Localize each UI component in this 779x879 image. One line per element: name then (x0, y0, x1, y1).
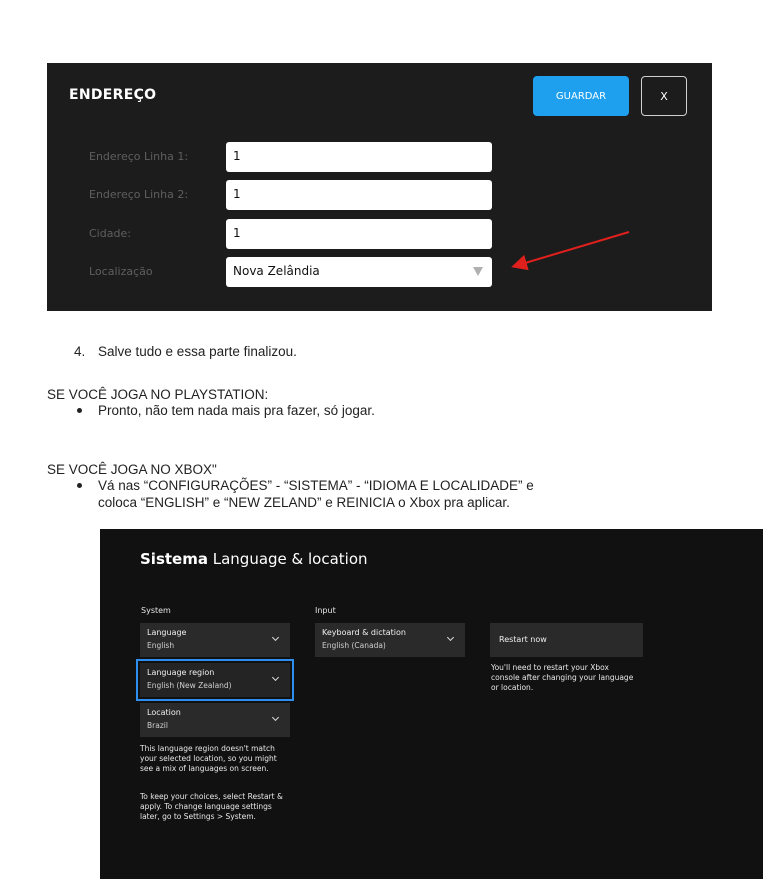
step-4-number: 4. (74, 344, 86, 359)
xbox-bullet-line-2: coloca “ENGLISH” e “NEW ZELAND” e REINICIA o Xbox pra aplicar. (98, 495, 510, 510)
mismatch-note-line: This language region doesn't match (140, 744, 275, 753)
location-label: Localização (89, 265, 153, 278)
address-line-2-label: Endereço Linha 2: (89, 188, 189, 201)
location-select[interactable] (226, 257, 492, 287)
restart-note (491, 663, 633, 693)
save-button[interactable]: GUARDAR (533, 76, 629, 116)
address-line-1-row (47, 142, 712, 172)
system-column-header: System (141, 606, 171, 615)
city-input[interactable]: 1 (226, 219, 492, 249)
language-tile[interactable] (140, 623, 290, 657)
address-line-2-row (47, 180, 712, 210)
location-label: Location (147, 708, 181, 717)
language-region-tile[interactable] (140, 663, 290, 697)
mismatch-note-line: your selected location, so you might (140, 754, 277, 763)
restart-note-line: You'll need to restart your Xbox (491, 663, 609, 672)
address-line-1-input[interactable]: 1 (226, 142, 492, 172)
language-label: Language (147, 628, 187, 637)
language-region-value: English (New Zealand) (147, 681, 232, 690)
close-button[interactable]: X (641, 76, 687, 116)
location-value: Brazil (147, 721, 168, 730)
mismatch-note-line: see a mix of languages on screen. (140, 764, 269, 773)
xbox-heading: SE VOCÊ JOGA NO XBOX" (47, 462, 217, 477)
keep-note-line: apply. To change language settings (140, 802, 272, 811)
mismatch-note (140, 744, 277, 774)
xbox-bullet-line-1: Vá nas “CONFIGURAÇÕES” - “SISTEMA” - “IDIOMA E LOCALIDADE” e (98, 478, 534, 493)
keep-choices-note (140, 792, 283, 822)
playstation-heading: SE VOCÊ JOGA NO PLAYSTATION: (47, 387, 269, 402)
language-value: English (147, 641, 175, 650)
keyboard-label: Keyboard & dictation (322, 628, 406, 637)
bullet-dot-icon (77, 483, 82, 488)
playstation-bullet-text: Pronto, não tem nada mais pra fazer, só jogar. (98, 403, 375, 418)
address-line-2-input[interactable]: 1 (226, 180, 492, 210)
restart-note-line: or location. (491, 683, 534, 692)
keep-note-line: To keep your choices, select Restart & (140, 792, 283, 801)
keyboard-dictation-tile[interactable] (315, 623, 465, 657)
language-region-label: Language region (147, 668, 215, 677)
input-column-header: Input (315, 606, 336, 615)
restart-now-button[interactable]: Restart now (490, 623, 643, 657)
location-value: Nova Zelândia (233, 264, 320, 278)
address-panel (47, 63, 712, 311)
step-4-text: Salve tudo e essa parte finalizou. (98, 344, 297, 359)
city-label: Cidade: (89, 227, 131, 240)
location-tile[interactable] (140, 703, 290, 737)
xbox-title-rest: Language & location (212, 550, 368, 568)
red-arrow-annotation-icon (507, 228, 637, 273)
xbox-page-title (140, 550, 368, 568)
panel-title: ENDEREÇO (69, 87, 157, 103)
bullet-dot-icon (77, 408, 82, 413)
xbox-title-bold: Sistema (140, 550, 208, 568)
keep-note-line: later, go to Settings > System. (140, 812, 256, 821)
xbox-settings-panel (100, 529, 763, 879)
address-line-1-label: Endereço Linha 1: (89, 150, 189, 163)
restart-note-line: console after changing your language (491, 673, 634, 682)
keyboard-value: English (Canada) (322, 641, 386, 650)
dropdown-triangle-icon (473, 267, 483, 276)
